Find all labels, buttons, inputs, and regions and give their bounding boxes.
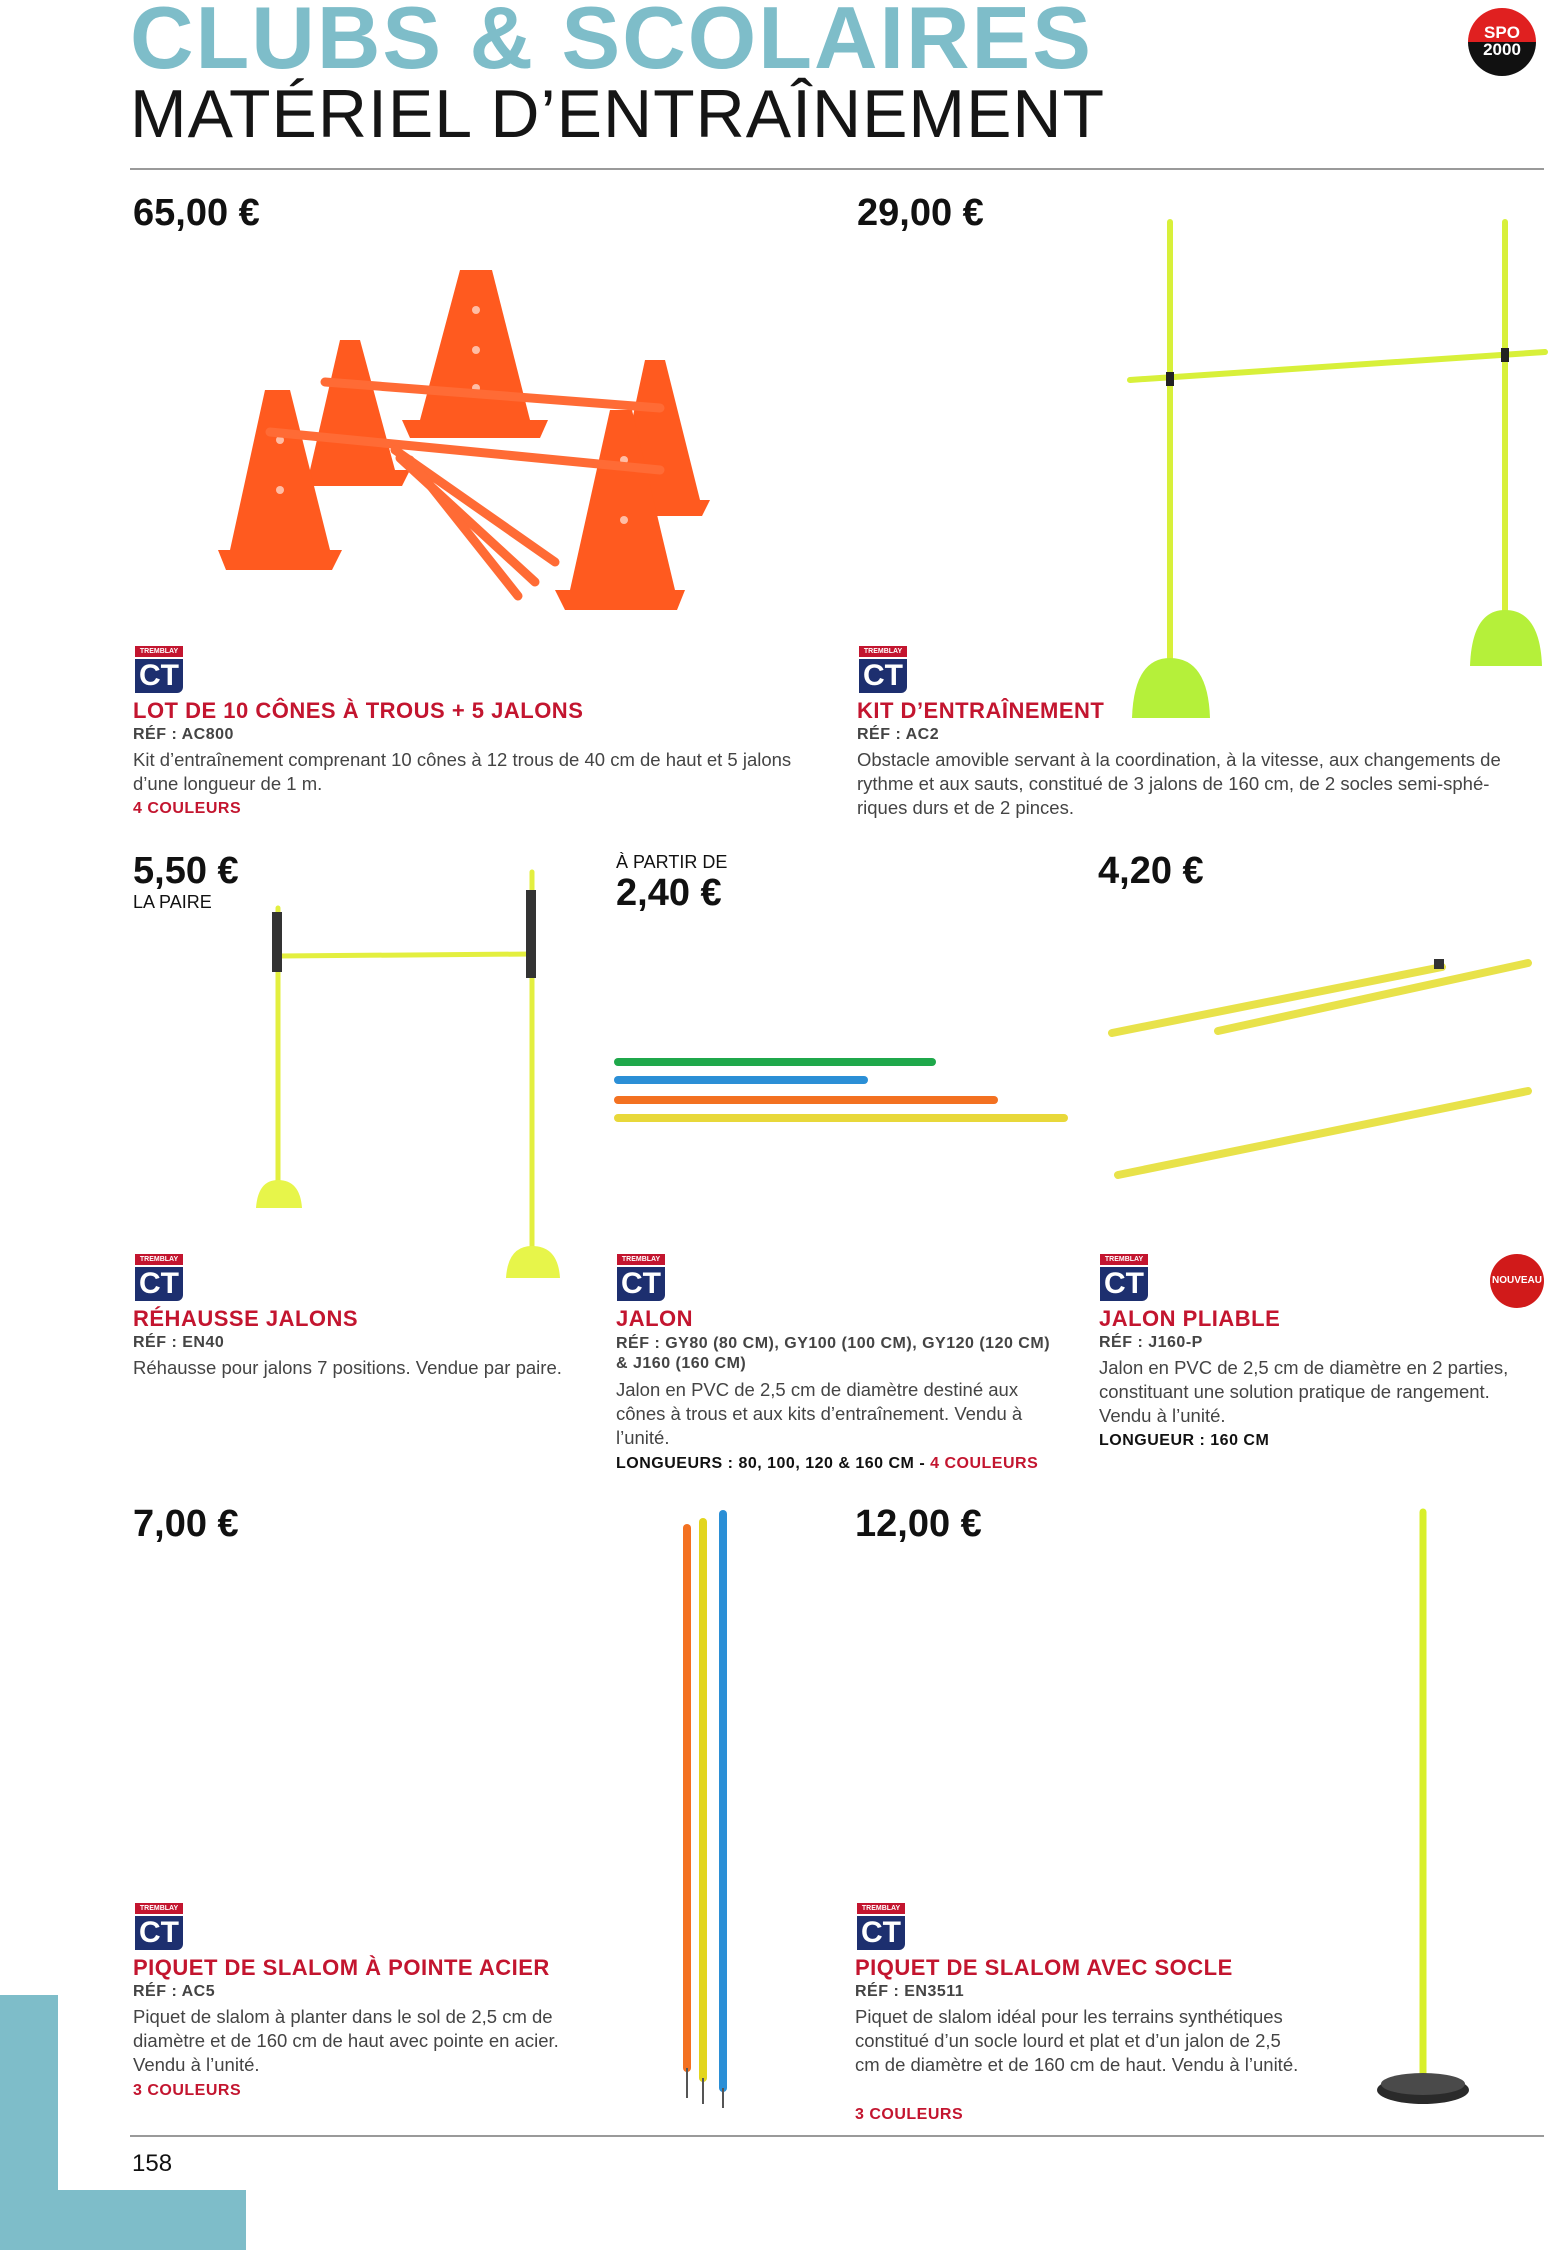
product-price: 5,50 € bbox=[133, 850, 239, 892]
product-description: Jalon en PVC de 2,5 cm de diamètre en 2 parties, constituant une solution pratique de rangement. Vendu à l’unité. bbox=[1099, 1357, 1509, 1426]
brand-top: TREMBLAY bbox=[1100, 1254, 1148, 1265]
price-unit: LA PAIRE bbox=[133, 892, 212, 912]
product-name: LOT DE 10 CÔNES À TROUS + 5 JALONS bbox=[133, 698, 584, 723]
brand-top: TREMBLAY bbox=[135, 1903, 183, 1914]
brand-badge bbox=[135, 1254, 187, 1301]
product-name: PIQUET DE SLALOM AVEC SOCLE bbox=[855, 1955, 1233, 1980]
product-ref: RÉF : EN3511 bbox=[855, 1983, 965, 2000]
product-ref: RÉF : AC2 bbox=[857, 726, 940, 743]
product-colors: 3 COULEURS bbox=[133, 2082, 242, 2099]
product-description: Piquet de slalom à planter dans le sol de 2,5 cm de diamètre et de 160 cm de haut avec pointe en acier. Vendu à l’unité. bbox=[133, 2006, 559, 2075]
brand-badge bbox=[135, 1903, 187, 1950]
logo-line1: SPO bbox=[1484, 23, 1520, 42]
brand-badge bbox=[859, 646, 911, 693]
brand-logo bbox=[1468, 8, 1536, 76]
training-kit-image bbox=[1120, 218, 1550, 728]
product-price: 29,00 € bbox=[857, 192, 984, 234]
brand-top: TREMBLAY bbox=[135, 646, 183, 657]
folding-pole-image bbox=[1108, 955, 1538, 1185]
product-name: JALON bbox=[616, 1306, 694, 1331]
product-name: PIQUET DE SLALOM À POINTE ACIER bbox=[133, 1955, 550, 1980]
slalom-poles-image bbox=[675, 1508, 735, 2108]
product-name: KIT D’ENTRAÎNEMENT bbox=[857, 698, 1105, 723]
product-ref: RÉF : J160-P bbox=[1099, 1334, 1203, 1351]
accent-bar-bottom bbox=[58, 2190, 246, 2250]
product-price: 65,00 € bbox=[133, 192, 260, 234]
product-name: JALON PLIABLE bbox=[1099, 1306, 1281, 1331]
product-ref: RÉF : AC5 bbox=[133, 1983, 216, 2000]
brand-mark: CT bbox=[1100, 1267, 1148, 1301]
product-lengths bbox=[616, 1455, 1038, 1473]
product-price: 2,40 € bbox=[616, 872, 722, 914]
product-colors: 4 COULEURS bbox=[133, 800, 242, 817]
accent-bar bbox=[0, 1995, 58, 2250]
product-description: Obstacle amovible servant à la coordination, à la vitesse, aux changements de rythme et aux sauts, constitué de 3 jalons de 160 cm, de 2 socles semi-sphé-riques durs et de 2 pinces. bbox=[857, 749, 1501, 818]
logo-line2: 2000 bbox=[1483, 40, 1521, 59]
brand-top: TREMBLAY bbox=[857, 1903, 905, 1914]
product-description: Kit d’entraînement comprenant 10 cônes à 12 trous de 40 cm de haut et 5 jalons d’une longueur de 1 m. bbox=[133, 749, 792, 794]
product-description: Piquet de slalom idéal pour les terrains synthétiques constitué d’un socle lourd et plat et d’un jalon de 2,5 cm de diamètre et de 160 cm de haut. Vendu à l’unité. bbox=[855, 2006, 1299, 2075]
colors-label: 4 COULEURS bbox=[930, 1455, 1039, 1472]
brand-mark: CT bbox=[135, 1267, 183, 1301]
lengths-label: LONGUEURS : 80, 100, 120 & 160 CM - bbox=[616, 1455, 931, 1472]
brand-mark: CT bbox=[135, 1916, 183, 1950]
brand-top: TREMBLAY bbox=[135, 1254, 183, 1265]
page-number: 158 bbox=[132, 2150, 173, 2177]
footer-divider bbox=[130, 2135, 1544, 2137]
rehausse-image bbox=[250, 868, 570, 1288]
product-ref: RÉF : AC800 bbox=[133, 726, 234, 743]
page-subtitle: MATÉRIEL D’ENTRAÎNEMENT bbox=[130, 76, 1106, 152]
brand-badge bbox=[1100, 1254, 1152, 1301]
jalons-image bbox=[614, 1050, 1070, 1130]
brand-top: TREMBLAY bbox=[617, 1254, 665, 1265]
product-ref: RÉF : GY80 (80 CM), GY100 (100 CM), GY120 (120 CM) & J160 (160 CM) bbox=[616, 1335, 1051, 1372]
product-ref: RÉF : EN40 bbox=[133, 1334, 225, 1351]
brand-top: TREMBLAY bbox=[859, 646, 907, 657]
product-name: RÉHAUSSE JALONS bbox=[133, 1306, 359, 1331]
new-badge: NOUVEAU bbox=[1490, 1254, 1544, 1308]
brand-mark: CT bbox=[857, 1916, 905, 1950]
page-title: CLUBS & SCOLAIRES bbox=[130, 0, 1093, 87]
price-prefix: À PARTIR DE bbox=[616, 852, 728, 872]
product-description: Jalon en PVC de 2,5 cm de diamètre destiné aux cônes à trous et aux kits d’entraînement. Vendu à l’unité. bbox=[616, 1379, 1023, 1448]
brand-mark: CT bbox=[859, 659, 907, 693]
product-description: Réhausse pour jalons 7 positions. Vendue par paire. bbox=[133, 1357, 562, 1378]
brand-mark: CT bbox=[617, 1267, 665, 1301]
brand-mark: CT bbox=[135, 659, 183, 693]
slalom-base-image bbox=[1375, 1508, 1475, 2118]
cones-image bbox=[230, 270, 710, 630]
brand-badge bbox=[857, 1903, 909, 1950]
product-colors: 3 COULEURS bbox=[855, 2106, 964, 2123]
brand-badge bbox=[617, 1254, 669, 1301]
brand-badge bbox=[135, 646, 187, 693]
product-price: 4,20 € bbox=[1098, 850, 1204, 892]
header-divider bbox=[130, 168, 1544, 170]
product-length: LONGUEUR : 160 CM bbox=[1099, 1432, 1270, 1449]
product-price: 12,00 € bbox=[855, 1503, 982, 1545]
product-price: 7,00 € bbox=[133, 1503, 239, 1545]
